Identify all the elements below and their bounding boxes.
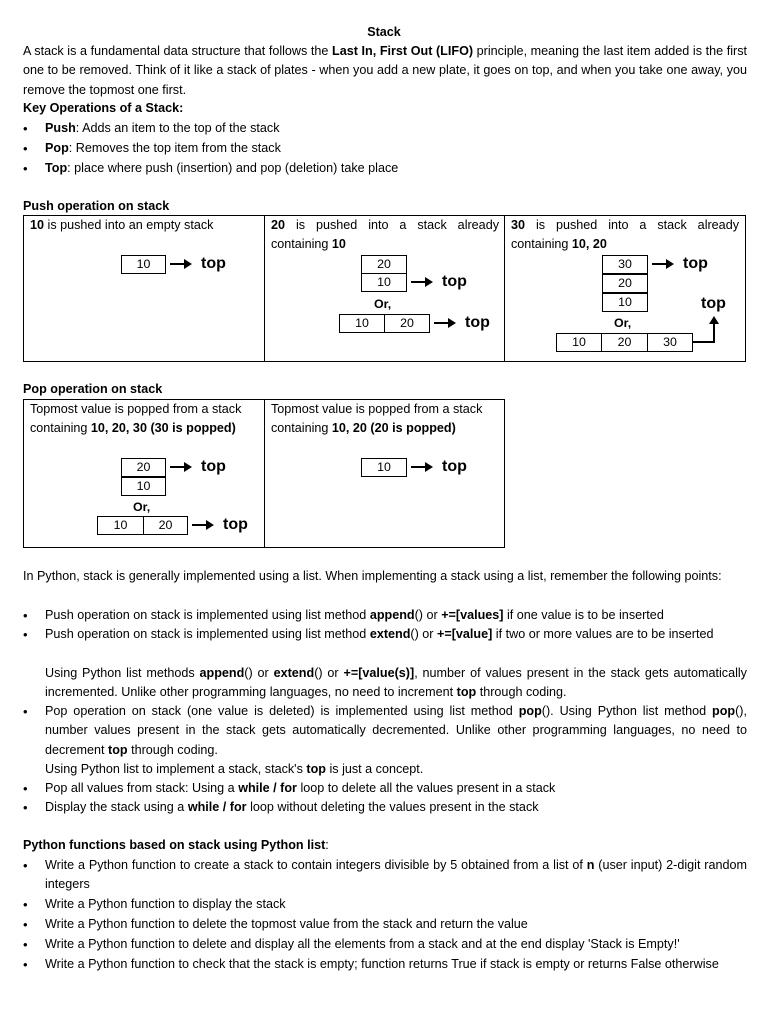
bullet-icon: • <box>23 121 28 136</box>
bullet-icon: • <box>23 781 28 796</box>
bullet-icon: • <box>23 141 28 156</box>
top-label: top <box>442 273 467 290</box>
list-box: 30 <box>647 333 693 352</box>
top-label: top <box>223 516 248 533</box>
existing-values: 10, 20 <box>571 237 607 251</box>
bullet-icon: • <box>23 800 28 815</box>
pop-cell-2-text <box>271 400 501 438</box>
arrow-icon <box>170 466 190 468</box>
push-desc: is pushed into an empty stack <box>44 218 214 232</box>
stack-box: 10 <box>602 293 648 312</box>
pop-cell-1-text <box>30 400 260 438</box>
key-ops-heading: Key Operations of a Stack: <box>23 101 184 115</box>
lifo-term: Last In, First Out (LIFO) <box>332 44 474 58</box>
list-box: 10 <box>97 516 144 535</box>
list-box: 10 <box>556 333 602 352</box>
pop-values: 10, 20, 30 (30 is popped) <box>90 421 236 435</box>
list-box: 20 <box>143 516 188 535</box>
bullet-icon: • <box>23 704 28 719</box>
key-op-term: Top <box>45 161 68 175</box>
top-label: top <box>683 255 708 272</box>
bullet-icon: • <box>23 957 28 972</box>
bent-arrow-icon <box>690 315 720 345</box>
bullet-icon: • <box>23 937 28 952</box>
key-op-text: : place where push (insertion) and pop (deletion) take place <box>67 161 399 175</box>
push-desc: is pushed into a stack already containing <box>271 218 499 251</box>
top-label: top <box>442 458 467 475</box>
python-intro: In Python, stack is generally implemented using a list. When implementing a stack using a list, remember the following points: <box>23 569 722 583</box>
pushed-value: 10 <box>30 218 45 232</box>
top-label: top <box>465 314 490 331</box>
stack-box: 10 <box>361 273 407 292</box>
stack-box: 20 <box>602 274 648 293</box>
push-cell-1-text <box>30 216 260 235</box>
push-heading: Push operation on stack <box>23 199 170 213</box>
arrow-icon <box>652 263 672 265</box>
stack-box: 10 <box>121 477 166 496</box>
stack-box: 30 <box>602 255 648 274</box>
intro-text-rest: principle, meaning the last item added is the first one to be removed. Think of it like a stack of plates - when you add a new plate, it goes on top, and when you take one away, you remove the topmost one first. <box>23 44 747 97</box>
intro-paragraph <box>23 42 747 100</box>
key-op-term: Push <box>45 121 76 135</box>
list-box: 20 <box>384 314 430 333</box>
list-box: 10 <box>339 314 385 333</box>
bullet-icon: • <box>23 161 28 176</box>
pop-values: 10, 20 (20 is popped) <box>331 421 456 435</box>
or-label: Or, <box>614 316 632 330</box>
pushed-value: 30 <box>511 218 526 232</box>
or-label: Or, <box>133 500 151 514</box>
top-label: top <box>201 255 226 272</box>
key-op-term: Pop <box>45 141 69 155</box>
pop-desc: Topmost value is popped from a stack containing <box>30 402 242 435</box>
arrow-icon <box>434 322 454 324</box>
bullet-icon: • <box>23 627 28 642</box>
stack-box: 10 <box>361 458 407 477</box>
page-title: Stack <box>367 25 401 39</box>
top-label: top <box>201 458 226 475</box>
bullet-icon: • <box>23 917 28 932</box>
arrow-icon <box>192 524 212 526</box>
key-op-text: : Removes the top item from the stack <box>68 141 281 155</box>
pop-desc: Topmost value is popped from a stack containing <box>271 402 483 435</box>
stack-box: 10 <box>121 255 166 274</box>
existing-values: 10 <box>331 237 346 251</box>
list-box: 20 <box>601 333 648 352</box>
stack-box: 20 <box>121 458 166 477</box>
arrow-icon <box>411 466 431 468</box>
intro-text: A stack is a fundamental data structure that follows the <box>23 44 333 58</box>
push-cell-3-text <box>511 216 739 254</box>
bullet-icon: • <box>23 897 28 912</box>
bullet-icon: • <box>23 608 28 623</box>
arrow-icon <box>411 281 431 283</box>
pop-heading: Pop operation on stack <box>23 382 163 396</box>
bullet-icon: • <box>23 858 28 873</box>
stack-box: 20 <box>361 255 407 274</box>
or-label: Or, <box>374 297 392 311</box>
arrow-icon <box>170 263 190 265</box>
pushed-value: 20 <box>271 218 286 232</box>
push-cell-2-text <box>271 216 499 254</box>
top-label: top <box>701 295 726 312</box>
functions-heading: Python functions based on stack using Python list: <box>23 838 329 852</box>
push-cell-1 <box>23 215 265 362</box>
key-op-text: : Adds an item to the top of the stack <box>75 121 280 135</box>
push-desc: is pushed into a stack already containing <box>511 218 739 251</box>
